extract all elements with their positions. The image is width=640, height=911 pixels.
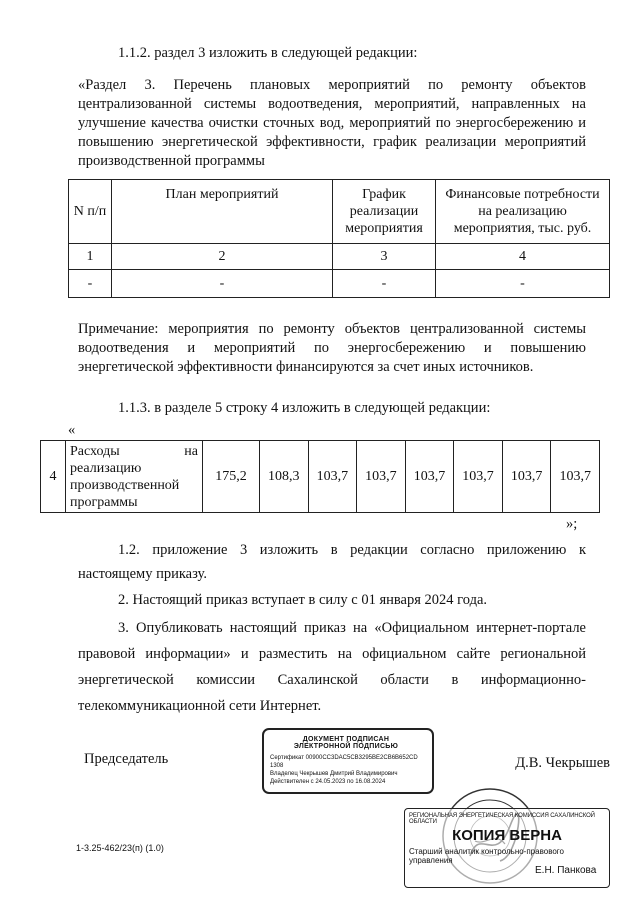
column-number-cell: 4 — [436, 244, 610, 270]
table-cell: - — [333, 270, 436, 298]
paragraph-3: 3. Опубликовать настоящий приказ на «Официальном интернет-портале правовой информации» и разместить на официальном сайте региональной энергетической комиссии Сахалинской области в информационно-телекоммуникационной сети Интернет. — [78, 620, 586, 714]
column-number-cell: 3 — [333, 244, 436, 270]
section-3-quote: «Раздел 3. Перечень плановых мероприятий по ремонту объектов централизованной системы водоотведения, мероприятий, направленных на улучшение качества очистки сточных вод, мероприятий по энергосбережению и повышению энергетической эффективности, график реализации мероприятий производственной программы — [78, 77, 586, 169]
value-cell: 103,7 — [357, 441, 406, 513]
e-sign-validity: Действителен с 24.05.2023 по 16.08.2024 — [270, 779, 386, 785]
e-sign-title-1: ДОКУМЕНТ ПОДПИСАН — [302, 736, 390, 743]
stamp-copy-mark: КОПИЯ ВЕРНА — [452, 827, 562, 844]
stamp-org: РЕГИОНАЛЬНАЯ ЭНЕРГЕТИЧЕСКАЯ КОМИССИЯ САХАЛИНСКОЙ ОБЛАСТИ — [409, 813, 595, 825]
value-cell: 108,3 — [260, 441, 309, 513]
value-cell: 175,2 — [203, 441, 260, 513]
value-cell: 103,7 — [454, 441, 503, 513]
header-finance: Финансовые потребности на реализацию мероприятия, тыс. руб. — [436, 180, 610, 244]
header-schedule: График реализации мероприятия — [333, 180, 436, 244]
e-sign-certificate: Сертификат 00900CC3DAC5CB3295BE2CB6B652CD 1308 — [270, 755, 418, 769]
row-number: 4 — [41, 441, 66, 513]
value-cell: 103,7 — [551, 441, 600, 513]
header-number: N п/п — [69, 180, 112, 244]
note-paragraph: Примечание: мероприятия по ремонту объектов централизованной системы водоотведения и мероприятий по энергосбережению и повышению энергетической эффективности финансируются за счет иных источников. — [78, 321, 586, 375]
stamp-role: Старший аналитик контрольно-правового управления — [409, 847, 564, 865]
signatory-name: Д.В. Чекрышев — [515, 755, 610, 771]
e-sign-title-2: ЭЛЕКТРОННОЙ ПОДПИСЬЮ — [293, 743, 399, 750]
signatory-position: Председатель — [84, 751, 169, 767]
open-quote: « — [68, 422, 76, 438]
document-code: 1-3.25-462/23(п) (1.0) — [76, 843, 164, 853]
section-1-1-3-intro: 1.1.3. в разделе 5 строку 4 изложить в следующей редакции: — [118, 400, 491, 416]
header-plan: План мероприятий — [112, 180, 333, 244]
paragraph-1-2: 1.2. приложение 3 изложить в редакции согласно приложению к настоящему приказу. — [78, 542, 586, 582]
value-cell: 103,7 — [308, 441, 357, 513]
value-cell: 103,7 — [405, 441, 454, 513]
electronic-signature-box — [262, 728, 434, 794]
e-sign-owner: Владелец Чекрышев Дмитрий Владимирович — [270, 771, 398, 777]
measures-table — [68, 179, 610, 298]
paragraph-2: 2. Настоящий приказ вступает в силу с 01 января 2024 года. — [118, 592, 488, 608]
table-cell: - — [112, 270, 333, 298]
copy-certification-stamp — [404, 808, 610, 888]
column-number-cell: 1 — [69, 244, 112, 270]
section-1-1-2-intro: 1.1.2. раздел 3 изложить в следующей редакции: — [118, 45, 418, 61]
close-quote: »; — [566, 516, 578, 532]
table-cell: - — [436, 270, 610, 298]
column-number-cell: 2 — [112, 244, 333, 270]
row-label: Расходы на реализацию производственной программы — [66, 441, 203, 513]
expenses-table — [40, 440, 600, 513]
table-cell: - — [69, 270, 112, 298]
value-cell: 103,7 — [502, 441, 551, 513]
stamp-person: Е.Н. Панкова — [535, 865, 597, 876]
